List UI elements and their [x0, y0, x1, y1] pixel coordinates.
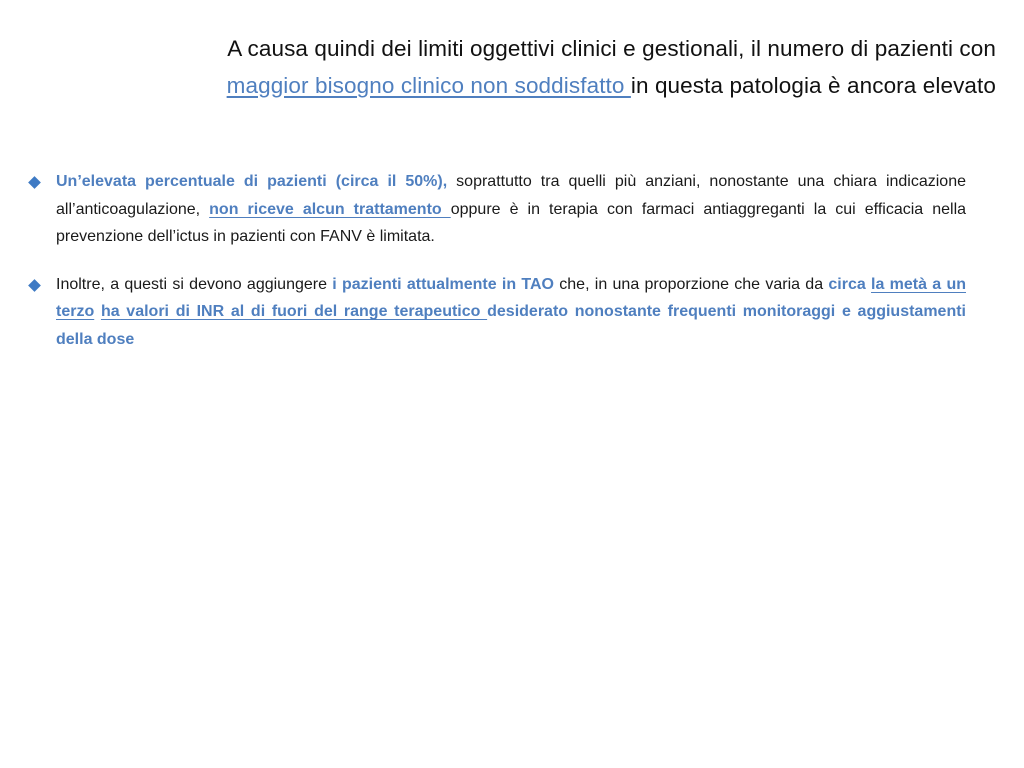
bullet-1-text-a: soprattutto tra quelli più anziani, nonostante una chiara indicazione all’anticoagulazione, — [56, 173, 966, 218]
diamond-bullet-icon — [28, 279, 41, 292]
link-no-treatment[interactable]: non riceve alcun trattamento — [209, 200, 451, 218]
bullet-item-1 — [28, 168, 966, 251]
link-inr-out-of-range[interactable]: ha valori di INR al di fuori del range terapeutico — [100, 303, 488, 320]
spacer-text — [94, 303, 101, 320]
highlight-circa: circa — [828, 275, 866, 293]
slide-title — [56, 30, 996, 104]
bullet-2-text-a: Inoltre, a questi si devono aggiungere — [56, 275, 333, 293]
highlight-tao-patients: i pazienti attualmente in TAO — [332, 275, 554, 293]
title-line-2: in questa patologia è ancora elevato — [630, 73, 996, 98]
bullet-list — [28, 168, 966, 373]
highlight-monitoring: desiderato nonostante frequenti monitoraggi e aggiustamenti della dose — [56, 303, 967, 348]
bullet-2-text-b: che, in una proporzione che varia da — [554, 275, 829, 293]
bullet-1-text-b: oppure è in terapia con farmaci antiaggreganti la cui efficacia nella prevenzione dell’ictus in pazienti con FANV è limitata. — [56, 200, 967, 245]
bullet-item-2 — [28, 271, 966, 354]
highlight-percentage: Un’elevata percentuale di pazienti (circa il 50%), — [56, 173, 448, 190]
title-link-unmet-need[interactable]: maggior bisogno clinico non soddisfatto — [226, 73, 631, 98]
title-line-1: A causa quindi dei limiti oggettivi clinici e gestionali, il numero di pazienti con — [227, 36, 996, 61]
diamond-bullet-icon — [28, 176, 41, 189]
link-half-third[interactable]: la metà a un terzo — [56, 275, 966, 320]
